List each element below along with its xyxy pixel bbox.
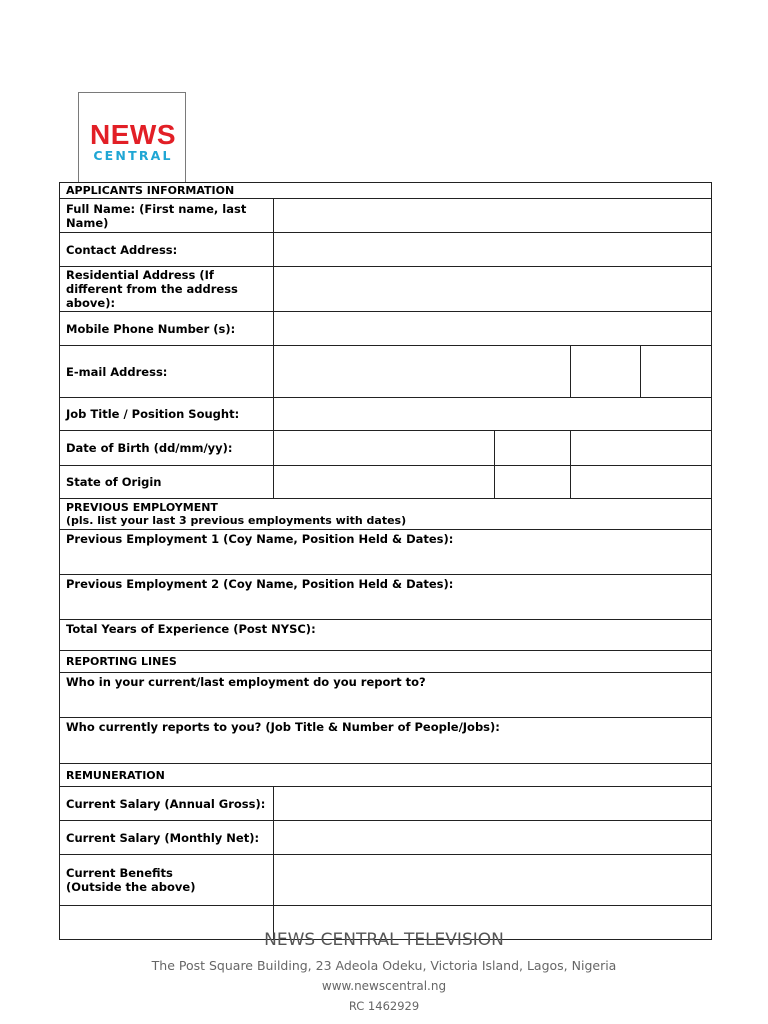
input-residential-address[interactable] [274,267,712,312]
input-mobile-phone[interactable] [274,312,712,346]
input-email[interactable] [274,346,571,398]
label-email: E-mail Address: [60,346,274,398]
label-job-title: Job Title / Position Sought: [60,398,274,431]
section-previous-employment-title: PREVIOUS EMPLOYMENT [66,501,218,514]
section-previous-employment-note: (pls. list your last 3 previous employments with dates) [66,514,407,527]
input-current-benefits[interactable] [274,855,712,906]
field-report-to[interactable]: Who in your current/last employment do you report to? [60,673,712,718]
label-contact-address: Contact Address: [60,233,274,267]
input-email-extra-1[interactable] [571,346,641,398]
news-central-logo [78,92,186,183]
input-state-2[interactable] [495,466,571,499]
label-current-benefits [60,855,274,906]
input-salary-annual[interactable] [274,787,712,821]
input-state-3[interactable] [571,466,712,499]
label-full-name: Full Name: (First name, last Name) [60,199,274,233]
label-mobile-phone: Mobile Phone Number (s): [60,312,274,346]
logo-word-central: CENTRAL [93,148,173,163]
label-date-of-birth: Date of Birth (dd/mm/yy): [60,431,274,466]
section-previous-employment [60,499,712,530]
field-previous-employment-1[interactable]: Previous Employment 1 (Coy Name, Position Held & Dates): [60,530,712,575]
field-total-years-experience[interactable]: Total Years of Experience (Post NYSC): [60,620,712,651]
logo-word-news: NEWS [90,119,176,150]
section-applicants-information: APPLICANTS INFORMATION [60,183,712,199]
application-form [59,182,712,940]
field-previous-employment-2[interactable]: Previous Employment 2 (Coy Name, Position Held & Dates): [60,575,712,620]
footer-website: www.newscentral.ng [321,979,447,993]
input-contact-address[interactable] [274,233,712,267]
label-current-benefits-line2: (Outside the above) [66,880,196,894]
footer-company-name: NEWS CENTRAL TELEVISION [264,930,504,950]
label-salary-annual: Current Salary (Annual Gross): [60,787,274,821]
label-residential-address: Residential Address (If different from the address above): [60,267,274,312]
label-state-of-origin: State of Origin [60,466,274,499]
input-job-title[interactable] [274,398,712,431]
section-reporting-lines: REPORTING LINES [60,651,712,673]
input-salary-monthly[interactable] [274,821,712,855]
footer-address: The Post Square Building, 23 Adeola Odeku, Victoria Island, Lagos, Nigeria [151,958,617,973]
input-dob-1[interactable] [274,431,495,466]
input-full-name[interactable] [274,199,712,233]
input-dob-3[interactable] [571,431,712,466]
input-dob-2[interactable] [495,431,571,466]
input-email-extra-2[interactable] [641,346,712,398]
section-remuneration: REMUNERATION [60,764,712,787]
field-reports-to-you[interactable]: Who currently reports to you? (Job Title & Number of People/Jobs): [60,718,712,764]
label-salary-monthly: Current Salary (Monthly Net): [60,821,274,855]
footer-rc-number: RC 1462929 [348,999,420,1013]
input-state-1[interactable] [274,466,495,499]
label-current-benefits-line1: Current Benefits [66,866,173,880]
